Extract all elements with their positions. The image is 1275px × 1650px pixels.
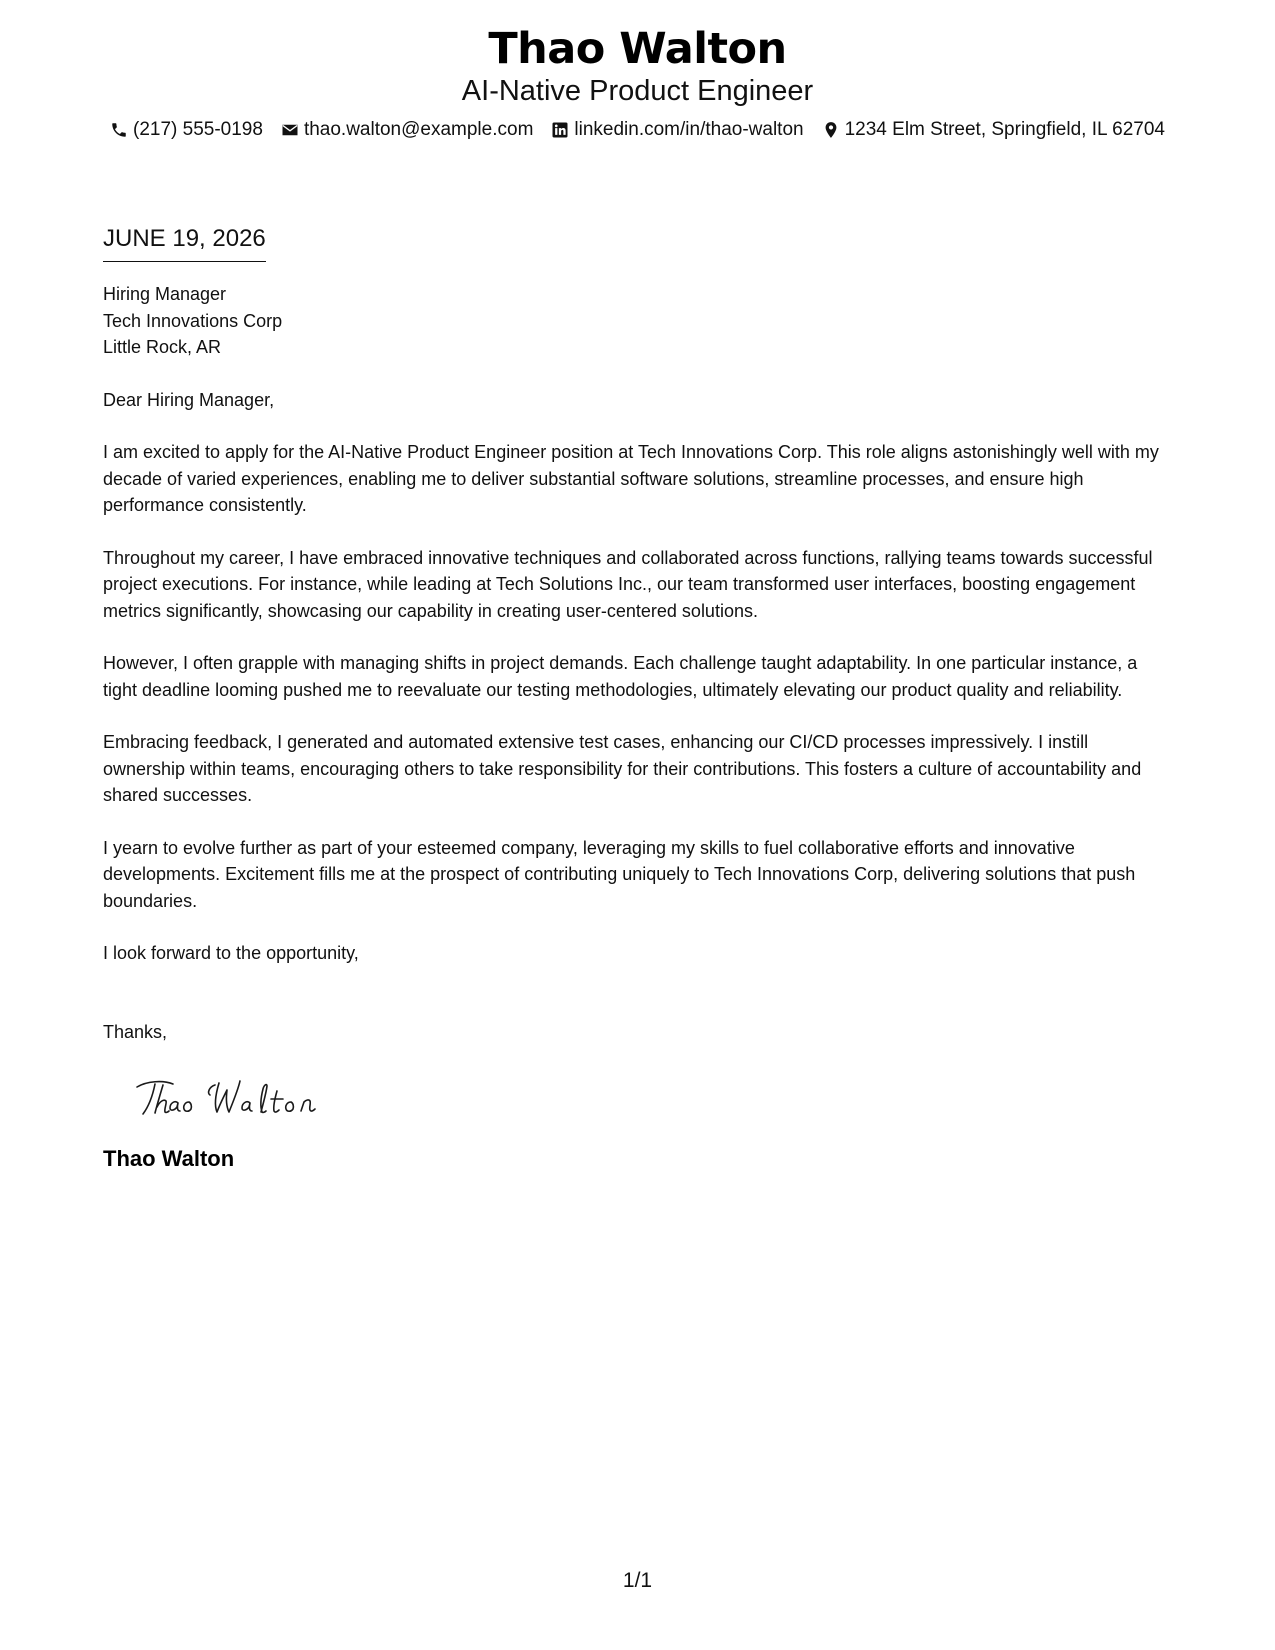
email-text: thao.walton@example.com bbox=[303, 119, 534, 140]
body-paragraph: Throughout my career, I have embraced innovative techniques and collaborated across functions, rallying teams towards successful project executions. For instance, while leading at Tech Solutions Inc., our team transformed user interfaces, boosting engagement metrics significantly, showcasing our capability in creating user-centered solutions. bbox=[103, 547, 1153, 621]
letter-body bbox=[103, 224, 1173, 1173]
contact-bar bbox=[0, 118, 1275, 142]
linkedin-text: linkedin.com/in/thao-walton bbox=[574, 119, 804, 140]
address-text: 1234 Elm Street, Springfield, IL 62704 bbox=[844, 119, 1165, 140]
applicant-name: Thao Walton bbox=[488, 24, 787, 74]
contact-address[interactable] bbox=[822, 118, 1165, 142]
recipient-line: Tech Innovations Corp bbox=[103, 310, 283, 331]
body-paragraph: I am excited to apply for the AI-Native Product Engineer position at Tech Innovations Corp. This role aligns astonishingly well with my decade of varied experiences, enabling me to deliver substantial software solutions, streamline processes, and ensure high performance consistently. bbox=[103, 442, 1159, 515]
envelope-icon bbox=[281, 121, 299, 139]
closing-line: I look forward to the opportunity, bbox=[103, 943, 359, 963]
contact-email[interactable] bbox=[281, 118, 533, 142]
letter-header bbox=[0, 22, 1275, 142]
phone-text: (217) 555-0198 bbox=[133, 119, 263, 140]
body-paragraph: However, I often grapple with managing shifts in project demands. Each challenge taught adaptability. In one particular instance, a tight deadline looming pushed me to reevaluate our testing methodologies, ultimately elevating our product quality and reliability. bbox=[103, 653, 1138, 700]
body-paragraph: I yearn to evolve further as part of your esteemed company, leveraging my skills to fuel collaborative efforts and innovative developments. Excitement fills me at the prospect of contributing uniquely to Tech Innovations Corp, delivering solutions that push boundaries. bbox=[103, 837, 1136, 911]
letter-date: JUNE 19, 2026 bbox=[103, 224, 266, 262]
handwritten-signature bbox=[133, 1071, 353, 1127]
salutation: Dear Hiring Manager, bbox=[103, 389, 275, 410]
contact-linkedin[interactable] bbox=[551, 118, 803, 142]
linkedin-icon bbox=[551, 121, 569, 139]
applicant-title: AI-Native Product Engineer bbox=[461, 75, 814, 107]
body-paragraph: Embracing feedback, I generated and automated extensive test cases, enhancing our CI/CD processes impressively. I instill ownership within teams, encouraging others to take responsibility for their contributions. This fosters a culture of accountability and shared successes. bbox=[103, 732, 1142, 805]
contact-phone[interactable] bbox=[110, 118, 263, 142]
signer-name: Thao Walton bbox=[103, 1146, 235, 1171]
recipient-block bbox=[103, 281, 1173, 361]
phone-icon bbox=[110, 121, 128, 139]
signoff: Thanks, bbox=[103, 1021, 168, 1042]
recipient-line: Hiring Manager bbox=[103, 284, 227, 304]
map-pin-icon bbox=[822, 121, 840, 139]
signature-graphic bbox=[133, 1071, 353, 1127]
recipient-line: Little Rock, AR bbox=[103, 337, 222, 357]
page-number: 1/1 bbox=[622, 1569, 653, 1592]
